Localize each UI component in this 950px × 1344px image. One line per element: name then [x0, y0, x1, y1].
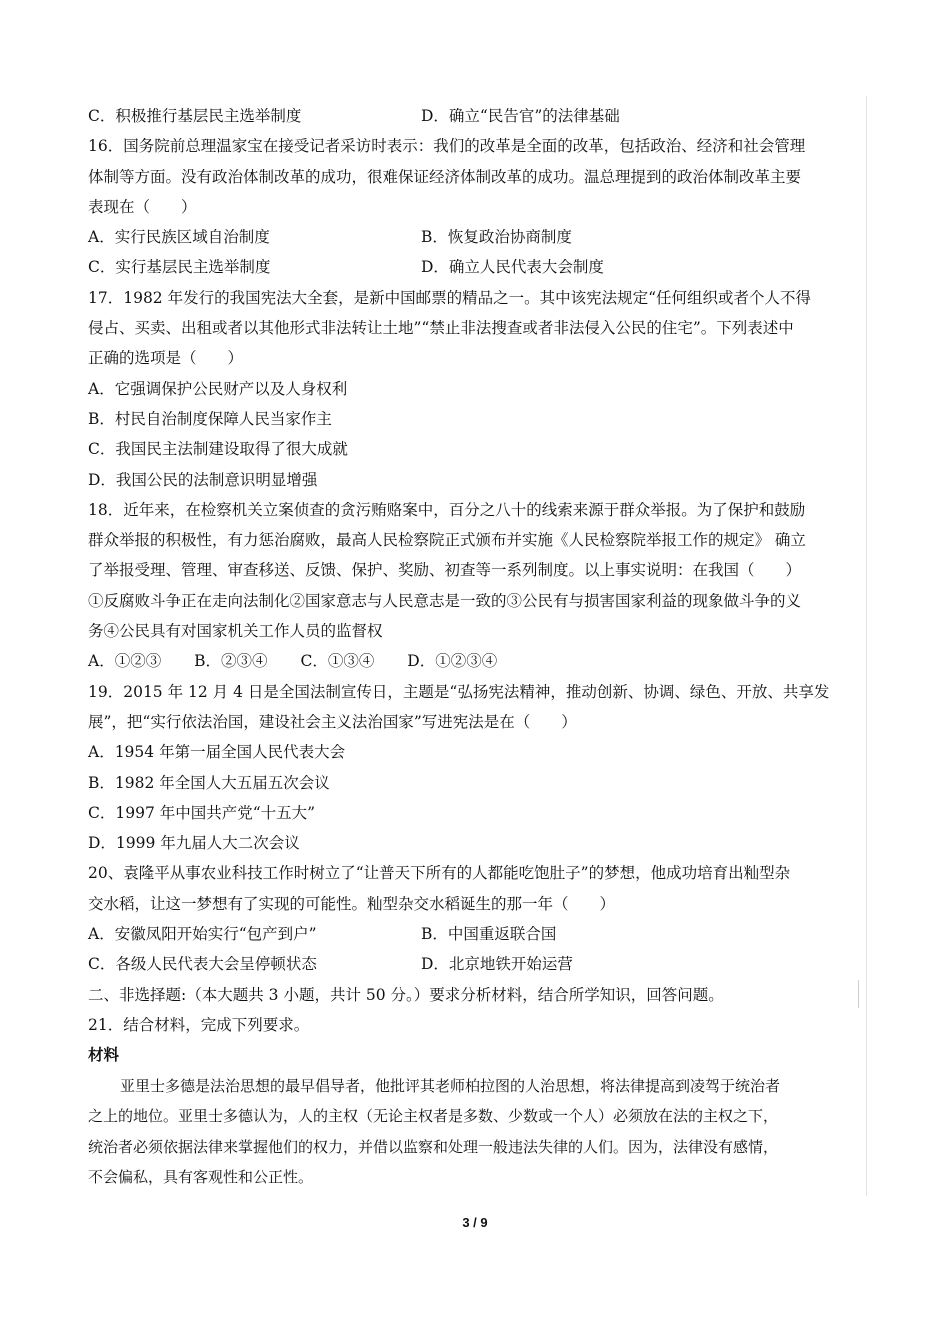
- q16-stem-line-3: 表现在（ ）: [88, 197, 197, 216]
- q17-option-d[interactable]: D．我国公民的法制意识明显增强: [88, 470, 318, 489]
- q20-options-cd: [88, 949, 874, 979]
- material-line-3: 统治者必须依据法律来掌握他们的权力，并借以监察和处理一般违法失律的人们。因为，法律没有感情，: [88, 1137, 779, 1156]
- q19-option-a[interactable]: A．1954 年第一届全国人民代表大会: [88, 743, 346, 762]
- q18-stem-line-3: 了举报受理、管理、审查移送、反馈、保护、奖励、初查等一系列制度。以上事实说明：在我国（ ）: [88, 561, 802, 580]
- question-content: [88, 101, 874, 1193]
- q15-option-d[interactable]: D．确立“民告官”的法律基础: [421, 107, 620, 125]
- q20-option-d[interactable]: D．北京地铁开始运营: [421, 955, 573, 974]
- q17-option-a[interactable]: A．它强调保护公民财产以及人身权利: [88, 379, 348, 398]
- q15-options-cd: [88, 101, 874, 131]
- q17-option-c[interactable]: C．我国民主法制建设取得了很大成就: [88, 440, 348, 459]
- q16-option-a[interactable]: A．实行民族区域自治制度: [88, 228, 270, 247]
- q18-stem-line-4: ①反腐败斗争正在走向法制化②国家意志与人民意志是一致的③公民有与损害国家利益的现象做斗争的义: [88, 591, 802, 610]
- q20-option-a[interactable]: A．安徽凤阳开始实行“包产到户”: [88, 925, 317, 944]
- q16-options-cd: [88, 252, 874, 282]
- q17-option-b[interactable]: B．村民自治制度保障人民当家作主: [88, 409, 332, 428]
- material-line-4: 不会偏私，具有客观性和公正性。: [88, 1168, 314, 1186]
- q18-stem-line-1: 18．近年来，在检察机关立案侦查的贪污贿赂案中，百分之八十的线索来源于群众举报。为了保护和鼓励: [88, 500, 806, 519]
- q18-option-c[interactable]: C．①③④: [300, 652, 375, 671]
- q18-option-a[interactable]: A．①②③: [88, 652, 162, 671]
- q18-option-b[interactable]: B．②③④: [194, 652, 268, 671]
- q20-stem-line-1: 20、袁隆平从事农业科技工作时树立了“让普天下所有的人都能吃饱肚子”的梦想，他成功培育出籼型杂: [88, 864, 791, 883]
- q20-option-b[interactable]: B．中国重返联合国: [421, 925, 557, 944]
- q17-stem-line-2: 侵占、买卖、出租或者以其他形式非法转让土地”“禁止非法搜查或者非法侵入公民的住宅”。下列表述中: [88, 319, 794, 338]
- q18-option-d[interactable]: D．①②③④: [407, 652, 498, 671]
- q16-option-b[interactable]: B．恢复政治协商制度: [421, 228, 572, 247]
- q18-options: [88, 646, 874, 676]
- page-number: 3 / 9: [462, 1215, 488, 1230]
- q19-stem-line-1: 19．2015 年 12 月 4 日是全国法制宣传日，主题是“弘扬宪法精神，推动创新、协调、绿色、开放、共享发: [88, 682, 830, 701]
- q16-options-ab: [88, 222, 874, 252]
- q15-option-c[interactable]: C．积极推行基层民主选举制度: [88, 107, 302, 125]
- q16-stem-line-1: 16．国务院前总理温家宝在接受记者采访时表示：我们的改革是全面的改革，包括政治、经济和社会管理: [88, 137, 806, 156]
- material-label: 材料: [88, 1045, 120, 1065]
- q19-stem-line-2: 展”，把“实行依法治国，建设社会主义法治国家”写进宪法是在（ ）: [88, 712, 577, 731]
- q18-stem-line-5: 务④公民具有对国家机关工作人员的监督权: [88, 622, 383, 641]
- q20-options-ab: [88, 919, 874, 949]
- q17-stem-line-1: 17．1982 年发行的我国宪法大全套，是新中国邮票的精品之一。其中该宪法规定“任何组织或者个人不得: [88, 288, 812, 307]
- q19-option-c[interactable]: C．1997 年中国共产党“十五大”: [88, 803, 316, 822]
- q20-stem-line-2: 交水稻，让这一梦想有了实现的可能性。籼型杂交水稻诞生的那一年（ ）: [88, 894, 616, 913]
- material-passage: [88, 1071, 874, 1193]
- material-line-2: 之上的地位。亚里士多德认为，人的主权（无论主权者是多数、少数或一个人）必须放在法的主权之下，: [88, 1107, 779, 1125]
- q21-stem: 21．结合材料，完成下列要求。: [88, 1015, 310, 1034]
- q18-stem-line-2: 群众举报的积极性，有力惩治腐败，最高人民检察院正式颁布并实施《人民检察院举报工作的规定》 确立: [88, 531, 806, 550]
- material-line-1: 亚里士多德是法治思想的最早倡导者，他批评其老师柏拉图的人治思想，将法律提高到凌驾于统治者: [120, 1076, 781, 1095]
- q19-option-b[interactable]: B．1982 年全国人大五届五次会议: [88, 773, 330, 792]
- q20-option-c[interactable]: C．各级人民代表大会呈停顿状态: [88, 955, 317, 974]
- section-2-heading: 二、非选择题:（本大题共 3 小题，共计 50 分。）要求分析材料，结合所学知识，回答问题。: [88, 985, 724, 1004]
- q16-option-c[interactable]: C．实行基层民主选举制度: [88, 258, 271, 277]
- q19-option-d[interactable]: D．1999 年九届人大二次会议: [88, 834, 300, 853]
- q16-option-d[interactable]: D．确立人民代表大会制度: [421, 258, 604, 277]
- q16-stem-line-2: 体制等方面。没有政治体制改革的成功，很难保证经济体制改革的成功。温总理提到的政治体制改革主要: [88, 167, 802, 186]
- q17-stem-line-3: 正确的选项是（ ）: [88, 349, 244, 368]
